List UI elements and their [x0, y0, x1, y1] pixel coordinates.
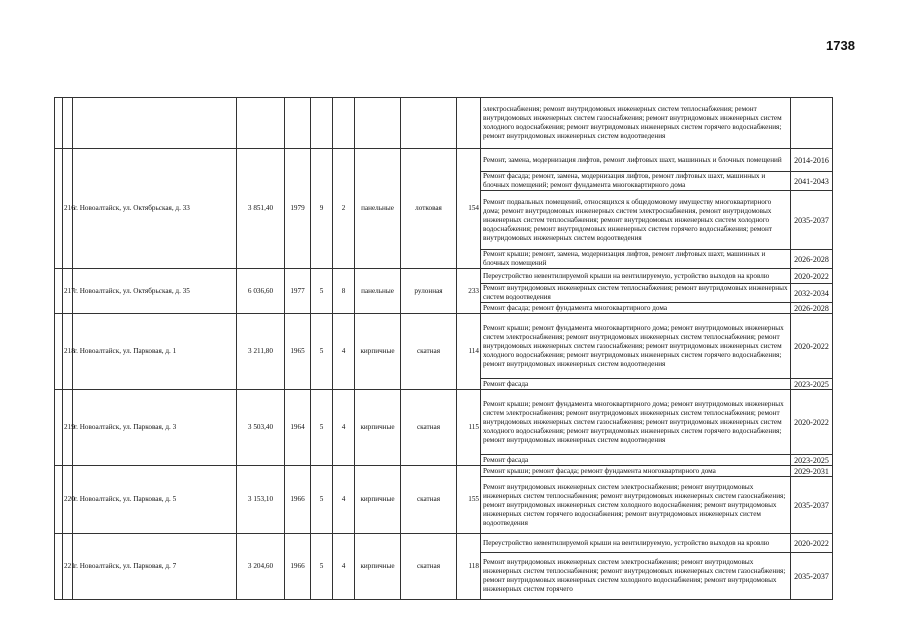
blank-cell [355, 98, 401, 149]
blank-cell [55, 314, 63, 390]
area-cell: 6 036,60 [237, 269, 285, 314]
floors-cell: 5 [311, 314, 333, 390]
work-description: Переустройство невентилируемой крыши на вентилируемую, устройство выходов на кровлю [481, 269, 791, 284]
entrances-cell: 2 [333, 149, 355, 269]
blank-cell [63, 98, 73, 149]
work-period: 2035-2037 [791, 191, 833, 250]
blank-cell [401, 98, 457, 149]
work-period: 2026-2028 [791, 250, 833, 269]
row-number: 220 [63, 466, 73, 534]
address-cell: г. Новоалтайск, ул. Парковая, д. 3 [73, 390, 237, 466]
entrances-cell: 8 [333, 269, 355, 314]
table-row [55, 466, 833, 477]
entrances-cell: 4 [333, 390, 355, 466]
floors-cell: 5 [311, 390, 333, 466]
row-number: 221 [63, 534, 73, 600]
work-period: 2029-2031 [791, 466, 833, 477]
roof-cell: скатная [401, 466, 457, 534]
work-period: 2020-2022 [791, 534, 833, 553]
work-period: 2014-2016 [791, 149, 833, 172]
entrances-cell: 4 [333, 534, 355, 600]
row-number: 219 [63, 390, 73, 466]
address-cell: г. Новоалтайск, ул. Октябрьская, д. 35 [73, 269, 237, 314]
work-description: Ремонт крыши; ремонт фундамента многоквартирного дома; ремонт внутридомовых инженерных систем электроснабжения; ремонт внутридомовых инженерных систем теплоснабжения; ремонт внутридомовых инженерных систем газоснабжения; ремонт внутридомовых инженерных систем холодного водоснабжения; ремонт внутридомовых инженерных систем горячего водоснабжения; ремонт внутридомовых инженерных систем водоотведения [481, 314, 791, 379]
blank-cell [55, 390, 63, 466]
repair-program-table [54, 97, 833, 600]
blank-cell [285, 98, 311, 149]
work-period: 2023-2025 [791, 379, 833, 390]
entrances-cell: 4 [333, 466, 355, 534]
walls-cell: кирпичные [355, 534, 401, 600]
year-cell: 1977 [285, 269, 311, 314]
work-description: Ремонт внутридомовых инженерных систем теплоснабжения; ремонт внутридомовых инженерных систем водоотведения [481, 284, 791, 303]
year-cell: 1979 [285, 149, 311, 269]
blank-cell [73, 98, 237, 149]
work-description: Ремонт, замена, модернизация лифтов, ремонт лифтовых шахт, машинных и блочных помещений [481, 149, 791, 172]
year-cell: 1965 [285, 314, 311, 390]
roof-cell: скатная [401, 314, 457, 390]
address-cell: г. Новоалтайск, ул. Октябрьская, д. 33 [73, 149, 237, 269]
work-description: Ремонт крыши; ремонт фасада; ремонт фундамента многоквартирного дома [481, 466, 791, 477]
table-row [55, 269, 833, 284]
floors-cell: 9 [311, 149, 333, 269]
row-number: 216 [63, 149, 73, 269]
row-number: 217 [63, 269, 73, 314]
blank-cell [311, 98, 333, 149]
flats-cell: 155 [457, 466, 481, 534]
address-cell: г. Новоалтайск, ул. Парковая, д. 7 [73, 534, 237, 600]
floors-cell: 5 [311, 534, 333, 600]
entrances-cell: 4 [333, 314, 355, 390]
row-number: 218 [63, 314, 73, 390]
address-cell: г. Новоалтайск, ул. Парковая, д. 1 [73, 314, 237, 390]
flats-cell: 115 [457, 390, 481, 466]
blank-cell [791, 98, 833, 149]
area-cell: 3 211,80 [237, 314, 285, 390]
flats-cell: 154 [457, 149, 481, 269]
address-cell: г. Новоалтайск, ул. Парковая, д. 5 [73, 466, 237, 534]
work-description: Ремонт внутридомовых инженерных систем электроснабжения; ремонт внутридомовых инженерных систем теплоснабжения; ремонт внутридомовых инженерных систем газоснабжения; ремонт внутридомовых инженерных систем холодного водоснабжения; ремонт внутридомовых инженерных систем горячего водоснабжения; ремонт внутридомовых инженерных систем водоотведения [481, 477, 791, 534]
walls-cell: панельные [355, 149, 401, 269]
table-row [55, 149, 833, 172]
work-description: Ремонт фасада [481, 379, 791, 390]
work-description: Ремонт фасада; ремонт, замена, модернизация лифтов, ремонт лифтовых шахт, машинных и блочных помещений; ремонт фундамента многоквартирного дома [481, 172, 791, 191]
roof-cell: скатная [401, 534, 457, 600]
work-description: Ремонт фасада [481, 455, 791, 466]
work-period: 2020-2022 [791, 314, 833, 379]
year-cell: 1964 [285, 390, 311, 466]
work-period: 2020-2022 [791, 269, 833, 284]
walls-cell: кирпичные [355, 466, 401, 534]
blank-cell [55, 534, 63, 600]
blank-cell [333, 98, 355, 149]
work-description: Ремонт крыши; ремонт фундамента многоквартирного дома; ремонт внутридомовых инженерных систем электроснабжения; ремонт внутридомовых инженерных систем теплоснабжения; ремонт внутридомовых инженерных систем газоснабжения; ремонт внутридомовых инженерных систем холодного водоснабжения; ремонт внутридомовых инженерных систем горячего водоснабжения; ремонт внутридомовых инженерных систем водоотведения [481, 390, 791, 455]
area-cell: 3 503,40 [237, 390, 285, 466]
blank-cell [457, 98, 481, 149]
blank-cell [55, 149, 63, 269]
year-cell: 1966 [285, 466, 311, 534]
blank-cell [55, 269, 63, 314]
walls-cell: кирпичные [355, 314, 401, 390]
year-cell: 1966 [285, 534, 311, 600]
walls-cell: панельные [355, 269, 401, 314]
blank-cell [55, 98, 63, 149]
page-number: 1738 [826, 38, 855, 53]
work-period: 2035-2037 [791, 553, 833, 600]
work-period: 2032-2034 [791, 284, 833, 303]
floors-cell: 5 [311, 466, 333, 534]
continued-row [55, 98, 833, 149]
flats-cell: 233 [457, 269, 481, 314]
work-description: Ремонт подвальных помещений, относящихся к общедомовому имуществу многоквартирного дома; ремонт внутридомовых инженерных систем электроснабжения, ремонт внутридомовых инженерных систем теплоснабжения; ремонт внутридомовых инженерных систем холодного водоснабжения; ремонт внутридомовых инженерных систем горячего водоснабжения; ремонт внутридомовых инженерных систем водоотведения [481, 191, 791, 250]
work-description: Ремонт внутридомовых инженерных систем электроснабжения; ремонт внутридомовых инженерных систем теплоснабжения; ремонт внутридомовых инженерных систем газоснабжения; ремонт внутридомовых инженерных систем холодного водоснабжения; ремонт внутридомовых инженерных систем горячего [481, 553, 791, 600]
work-period: 2035-2037 [791, 477, 833, 534]
area-cell: 3 153,10 [237, 466, 285, 534]
work-period: 2023-2025 [791, 455, 833, 466]
table-body [55, 98, 833, 600]
blank-cell [237, 98, 285, 149]
work-period: 2026-2028 [791, 303, 833, 314]
roof-cell: скатная [401, 390, 457, 466]
area-cell: 3 204,60 [237, 534, 285, 600]
work-description: Ремонт крыши; ремонт, замена, модернизация лифтов, ремонт лифтовых шахт, машинных и блочных помещений [481, 250, 791, 269]
table-row [55, 390, 833, 455]
table-row [55, 314, 833, 379]
roof-cell: рулонная [401, 269, 457, 314]
flats-cell: 118 [457, 534, 481, 600]
area-cell: 3 851,40 [237, 149, 285, 269]
work-description: Переустройство невентилируемой крыши на вентилируемую, устройство выходов на кровлю [481, 534, 791, 553]
work-description: Ремонт фасада; ремонт фундамента многоквартирного дома [481, 303, 791, 314]
work-period: 2020-2022 [791, 390, 833, 455]
work-description: электроснабжения; ремонт внутридомовых инженерных систем теплоснабжения; ремонт внутридомовых инженерных систем газоснабжения; ремонт внутридомовых инженерных систем холодного водоснабжения; ремонт внутридомовых инженерных систем горячего водоснабжения; ремонт внутридомовых инженерных систем водоотведения [481, 98, 791, 149]
blank-cell [55, 466, 63, 534]
floors-cell: 5 [311, 269, 333, 314]
walls-cell: кирпичные [355, 390, 401, 466]
roof-cell: лотковая [401, 149, 457, 269]
work-period: 2041-2043 [791, 172, 833, 191]
flats-cell: 114 [457, 314, 481, 390]
table-row [55, 534, 833, 553]
